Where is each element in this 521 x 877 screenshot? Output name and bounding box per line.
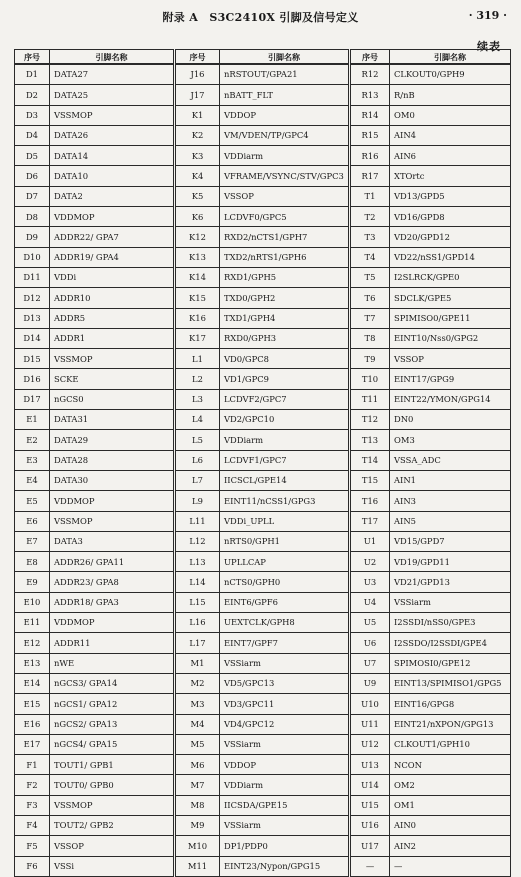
pin-name-cell: ADDR11 bbox=[50, 633, 175, 653]
table-row bbox=[15, 815, 511, 835]
pin-name-cell: EINT7/GPF7 bbox=[220, 633, 350, 653]
pin-number-cell: U15 bbox=[350, 795, 390, 815]
pin-number-cell: E14 bbox=[15, 673, 50, 693]
pin-name-cell: OM1 bbox=[390, 795, 511, 815]
pin-name-cell: VD13/GPD5 bbox=[390, 186, 511, 206]
pin-name-cell: VSSi bbox=[50, 856, 175, 876]
pin-number-cell: L13 bbox=[175, 552, 220, 572]
pin-number-cell: L1 bbox=[175, 349, 220, 369]
column-header-pin-name: 引脚名称 bbox=[220, 50, 350, 65]
pin-number-cell: E11 bbox=[15, 613, 50, 633]
table-row bbox=[15, 430, 511, 450]
pin-name-cell: IICSCL/GPE14 bbox=[220, 470, 350, 490]
table-row bbox=[15, 410, 511, 430]
pin-number-cell: T1 bbox=[350, 186, 390, 206]
table-row bbox=[15, 369, 511, 389]
pin-name-cell: VSSOP bbox=[220, 186, 350, 206]
pin-name-cell: DATA30 bbox=[50, 470, 175, 490]
table-row bbox=[15, 450, 511, 470]
pin-number-cell: D14 bbox=[15, 328, 50, 348]
pin-number-cell: F6 bbox=[15, 856, 50, 876]
pin-name-cell: EINT10/Nss0/GPG2 bbox=[390, 328, 511, 348]
pin-number-cell: L4 bbox=[175, 410, 220, 430]
pin-number-cell: R14 bbox=[350, 105, 390, 125]
pin-name-cell: AIN4 bbox=[390, 125, 511, 145]
pin-number-cell: L15 bbox=[175, 592, 220, 612]
pin-number-cell: E4 bbox=[15, 470, 50, 490]
pin-number-cell: D9 bbox=[15, 227, 50, 247]
pin-name-cell: VD15/GPD7 bbox=[390, 531, 511, 551]
pin-name-cell: VDDi bbox=[50, 267, 175, 287]
table-row bbox=[15, 349, 511, 369]
pin-name-cell: EINT23/Nypon/GPG15 bbox=[220, 856, 350, 876]
page-number: · 319 · bbox=[468, 9, 507, 22]
table-row bbox=[15, 328, 511, 348]
pin-name-cell: ADDR19/ GPA4 bbox=[50, 247, 175, 267]
pin-number-cell: T13 bbox=[350, 430, 390, 450]
pin-name-cell: VDDiarm bbox=[220, 775, 350, 795]
pin-number-cell: T3 bbox=[350, 227, 390, 247]
pin-name-cell: SPIMISO0/GPE11 bbox=[390, 308, 511, 328]
pin-name-cell: VDDMOP bbox=[50, 613, 175, 633]
pin-number-cell: L11 bbox=[175, 511, 220, 531]
pin-number-cell: D3 bbox=[15, 105, 50, 125]
pin-name-cell: VD0/GPC8 bbox=[220, 349, 350, 369]
pin-number-cell: D1 bbox=[15, 64, 50, 85]
pin-name-cell: nGCS2/ GPA13 bbox=[50, 714, 175, 734]
pin-name-cell: EINT17/GPG9 bbox=[390, 369, 511, 389]
pin-number-cell: E2 bbox=[15, 430, 50, 450]
pin-number-cell: D2 bbox=[15, 85, 50, 105]
pin-name-cell: NCON bbox=[390, 755, 511, 775]
pin-number-cell: L14 bbox=[175, 572, 220, 592]
table-body bbox=[15, 64, 511, 876]
table-row bbox=[15, 775, 511, 795]
pin-name-cell: DATA14 bbox=[50, 146, 175, 166]
pin-definition-table bbox=[14, 49, 511, 877]
pin-number-cell: U16 bbox=[350, 815, 390, 835]
pin-name-cell: DATA2 bbox=[50, 186, 175, 206]
pin-number-cell: J16 bbox=[175, 64, 220, 85]
pin-number-cell: K13 bbox=[175, 247, 220, 267]
pin-name-cell: ADDR18/ GPA3 bbox=[50, 592, 175, 612]
pin-name-cell: DATA26 bbox=[50, 125, 175, 145]
pin-number-cell: L12 bbox=[175, 531, 220, 551]
pin-number-cell: U14 bbox=[350, 775, 390, 795]
pin-number-cell: F5 bbox=[15, 836, 50, 856]
pin-name-cell: nRSTOUT/GPA21 bbox=[220, 64, 350, 85]
pin-number-cell: M9 bbox=[175, 815, 220, 835]
pin-number-cell: E17 bbox=[15, 734, 50, 754]
pin-name-cell: IICSDA/GPE15 bbox=[220, 795, 350, 815]
pin-name-cell: ADDR23/ GPA8 bbox=[50, 572, 175, 592]
pin-name-cell: VDDOP bbox=[220, 105, 350, 125]
running-header bbox=[0, 9, 521, 25]
pin-number-cell: E8 bbox=[15, 552, 50, 572]
pin-name-cell: VD19/GPD11 bbox=[390, 552, 511, 572]
table-row bbox=[15, 592, 511, 612]
pin-number-cell: T14 bbox=[350, 450, 390, 470]
pin-name-cell: VD2/GPC10 bbox=[220, 410, 350, 430]
pin-name-cell: VSSiarm bbox=[220, 653, 350, 673]
pin-number-cell: L7 bbox=[175, 470, 220, 490]
pin-name-cell: VSSOP bbox=[50, 836, 175, 856]
pin-number-cell: K15 bbox=[175, 288, 220, 308]
pin-name-cell: ADDR1 bbox=[50, 328, 175, 348]
pin-number-cell: U2 bbox=[350, 552, 390, 572]
pin-name-cell: VDDiarm bbox=[220, 430, 350, 450]
table-row bbox=[15, 247, 511, 267]
table-row bbox=[15, 389, 511, 409]
pin-name-cell: EINT6/GPF6 bbox=[220, 592, 350, 612]
table-row bbox=[15, 125, 511, 145]
pin-name-cell: VDDOP bbox=[220, 755, 350, 775]
pin-number-cell: M1 bbox=[175, 653, 220, 673]
pin-number-cell: D12 bbox=[15, 288, 50, 308]
pin-name-cell: VSSMOP bbox=[50, 511, 175, 531]
pin-name-cell: EINT13/SPIMISO1/GPG5 bbox=[390, 673, 511, 693]
pin-number-cell: D17 bbox=[15, 389, 50, 409]
pin-name-cell: VSSMOP bbox=[50, 105, 175, 125]
pin-name-cell: ADDR22/ GPA7 bbox=[50, 227, 175, 247]
continued-label: 续表 bbox=[477, 40, 501, 53]
pin-number-cell: D11 bbox=[15, 267, 50, 287]
pin-name-cell: VD20/GPD12 bbox=[390, 227, 511, 247]
pin-number-cell: U10 bbox=[350, 694, 390, 714]
pin-name-cell: VSSiarm bbox=[220, 815, 350, 835]
pin-name-cell: SCKE bbox=[50, 369, 175, 389]
pin-name-cell: CLKOUT0/GPH9 bbox=[390, 64, 511, 85]
pin-name-cell: AIN6 bbox=[390, 146, 511, 166]
pin-name-cell: UPLLCAP bbox=[220, 552, 350, 572]
pin-name-cell: nRTS0/GPH1 bbox=[220, 531, 350, 551]
pin-number-cell: T4 bbox=[350, 247, 390, 267]
table-row bbox=[15, 491, 511, 511]
table-row bbox=[15, 795, 511, 815]
pin-number-cell: M6 bbox=[175, 755, 220, 775]
table-header-row bbox=[15, 50, 511, 65]
pin-name-cell: TXD2/nRTS1/GPH6 bbox=[220, 247, 350, 267]
pin-number-cell: U4 bbox=[350, 592, 390, 612]
pin-name-cell: RXD1/GPH5 bbox=[220, 267, 350, 287]
pin-name-cell: DP1/PDP0 bbox=[220, 836, 350, 856]
pin-name-cell: nBATT_FLT bbox=[220, 85, 350, 105]
pin-name-cell: nCTS0/GPH0 bbox=[220, 572, 350, 592]
pin-name-cell: DATA25 bbox=[50, 85, 175, 105]
pin-name-cell: LCDVF1/GPC7 bbox=[220, 450, 350, 470]
pin-number-cell: T8 bbox=[350, 328, 390, 348]
pin-number-cell: U5 bbox=[350, 613, 390, 633]
table-row bbox=[15, 531, 511, 551]
pin-number-cell: T9 bbox=[350, 349, 390, 369]
pin-name-cell: SPIMOSI0/GPE12 bbox=[390, 653, 511, 673]
pin-number-cell: T17 bbox=[350, 511, 390, 531]
pin-name-cell: LCDVF2/GPC7 bbox=[220, 389, 350, 409]
pin-name-cell: VSSOP bbox=[390, 349, 511, 369]
pin-number-cell: M3 bbox=[175, 694, 220, 714]
pin-number-cell: U9 bbox=[350, 673, 390, 693]
pin-name-cell: RXD0/GPH3 bbox=[220, 328, 350, 348]
pin-name-cell: VSSiarm bbox=[220, 734, 350, 754]
table-row bbox=[15, 694, 511, 714]
pin-number-cell: T16 bbox=[350, 491, 390, 511]
pin-name-cell: nGCS1/ GPA12 bbox=[50, 694, 175, 714]
pin-name-cell: DATA3 bbox=[50, 531, 175, 551]
column-header-pin-name: 引脚名称 bbox=[390, 50, 511, 65]
pin-number-cell: E1 bbox=[15, 410, 50, 430]
pin-name-cell: TOUT1/ GPB1 bbox=[50, 755, 175, 775]
pin-number-cell: K14 bbox=[175, 267, 220, 287]
pin-number-cell: T6 bbox=[350, 288, 390, 308]
pin-number-cell: D8 bbox=[15, 207, 50, 227]
pin-name-cell: VD5/GPC13 bbox=[220, 673, 350, 693]
pin-number-cell: L9 bbox=[175, 491, 220, 511]
pin-name-cell: — bbox=[390, 856, 511, 876]
pin-number-cell: L5 bbox=[175, 430, 220, 450]
pin-number-cell: D13 bbox=[15, 308, 50, 328]
pin-number-cell: M2 bbox=[175, 673, 220, 693]
pin-number-cell: K2 bbox=[175, 125, 220, 145]
table-row bbox=[15, 511, 511, 531]
pin-number-cell: U13 bbox=[350, 755, 390, 775]
pin-number-cell: D7 bbox=[15, 186, 50, 206]
pin-number-cell: U12 bbox=[350, 734, 390, 754]
pin-name-cell: ADDR26/ GPA11 bbox=[50, 552, 175, 572]
pin-number-cell: R16 bbox=[350, 146, 390, 166]
pin-name-cell: VSSMOP bbox=[50, 795, 175, 815]
pin-name-cell: R/nB bbox=[390, 85, 511, 105]
table-row bbox=[15, 714, 511, 734]
pin-name-cell: VDDMOP bbox=[50, 491, 175, 511]
pin-number-cell: L2 bbox=[175, 369, 220, 389]
pin-number-cell: R17 bbox=[350, 166, 390, 186]
pin-name-cell: DATA10 bbox=[50, 166, 175, 186]
pin-number-cell: R15 bbox=[350, 125, 390, 145]
pin-name-cell: DATA31 bbox=[50, 410, 175, 430]
pin-number-cell: E6 bbox=[15, 511, 50, 531]
pin-number-cell: D15 bbox=[15, 349, 50, 369]
pin-number-cell: M5 bbox=[175, 734, 220, 754]
pin-number-cell: K6 bbox=[175, 207, 220, 227]
pin-number-cell: U17 bbox=[350, 836, 390, 856]
pin-name-cell: ADDR10 bbox=[50, 288, 175, 308]
pin-name-cell: AIN5 bbox=[390, 511, 511, 531]
pin-number-cell: K17 bbox=[175, 328, 220, 348]
pin-name-cell: SDCLK/GPE5 bbox=[390, 288, 511, 308]
pin-number-cell: M10 bbox=[175, 836, 220, 856]
pin-number-cell: U7 bbox=[350, 653, 390, 673]
pin-number-cell: F4 bbox=[15, 815, 50, 835]
pin-number-cell: F2 bbox=[15, 775, 50, 795]
table-row bbox=[15, 836, 511, 856]
pin-number-cell: F3 bbox=[15, 795, 50, 815]
pin-name-cell: DATA28 bbox=[50, 450, 175, 470]
pin-number-cell: E15 bbox=[15, 694, 50, 714]
pin-name-cell: VSSiarm bbox=[390, 592, 511, 612]
pin-number-cell: T15 bbox=[350, 470, 390, 490]
table-row bbox=[15, 186, 511, 206]
table-row bbox=[15, 166, 511, 186]
pin-number-cell: E12 bbox=[15, 633, 50, 653]
pin-number-cell: — bbox=[350, 856, 390, 876]
pin-name-cell: TOUT2/ GPB2 bbox=[50, 815, 175, 835]
table-row bbox=[15, 288, 511, 308]
pin-number-cell: J17 bbox=[175, 85, 220, 105]
pin-number-cell: D4 bbox=[15, 125, 50, 145]
pin-number-cell: R13 bbox=[350, 85, 390, 105]
pin-name-cell: AIN2 bbox=[390, 836, 511, 856]
pin-number-cell: T7 bbox=[350, 308, 390, 328]
pin-name-cell: VDDi_UPLL bbox=[220, 511, 350, 531]
table-row bbox=[15, 633, 511, 653]
pin-name-cell: I2SSDO/I2SSDI/GPE4 bbox=[390, 633, 511, 653]
column-header-pin-no: 序号 bbox=[175, 50, 220, 65]
pin-number-cell: U3 bbox=[350, 572, 390, 592]
pin-name-cell: nGCS0 bbox=[50, 389, 175, 409]
pin-name-cell: OM2 bbox=[390, 775, 511, 795]
pin-number-cell: M4 bbox=[175, 714, 220, 734]
pin-number-cell: U1 bbox=[350, 531, 390, 551]
pin-name-cell: AIN0 bbox=[390, 815, 511, 835]
pin-number-cell: L16 bbox=[175, 613, 220, 633]
column-header-pin-no: 序号 bbox=[350, 50, 390, 65]
pin-name-cell: ADDR5 bbox=[50, 308, 175, 328]
pin-name-cell: VDDiarm bbox=[220, 146, 350, 166]
pin-number-cell: K4 bbox=[175, 166, 220, 186]
pin-number-cell: U6 bbox=[350, 633, 390, 653]
pin-number-cell: E9 bbox=[15, 572, 50, 592]
pin-name-cell: EINT16/GPG8 bbox=[390, 694, 511, 714]
pin-name-cell: TXD0/GPH2 bbox=[220, 288, 350, 308]
pin-name-cell: DATA29 bbox=[50, 430, 175, 450]
pin-number-cell: F1 bbox=[15, 755, 50, 775]
pin-name-cell: I2SLRCK/GPE0 bbox=[390, 267, 511, 287]
pin-number-cell: U11 bbox=[350, 714, 390, 734]
pin-number-cell: E16 bbox=[15, 714, 50, 734]
pin-name-cell: nGCS4/ GPA15 bbox=[50, 734, 175, 754]
column-header-pin-name: 引脚名称 bbox=[50, 50, 175, 65]
table-row bbox=[15, 227, 511, 247]
pin-name-cell: VFRAME/VSYNC/STV/GPC3 bbox=[220, 166, 350, 186]
pin-number-cell: M8 bbox=[175, 795, 220, 815]
column-header-pin-no: 序号 bbox=[15, 50, 50, 65]
pin-name-cell: XTOrtc bbox=[390, 166, 511, 186]
pin-number-cell: E3 bbox=[15, 450, 50, 470]
pin-number-cell: T12 bbox=[350, 410, 390, 430]
pin-name-cell: TXD1/GPH4 bbox=[220, 308, 350, 328]
pin-number-cell: E10 bbox=[15, 592, 50, 612]
table-row bbox=[15, 755, 511, 775]
pin-name-cell: EINT22/YMON/GPG14 bbox=[390, 389, 511, 409]
pin-number-cell: L17 bbox=[175, 633, 220, 653]
table-row bbox=[15, 613, 511, 633]
table-row bbox=[15, 734, 511, 754]
pin-name-cell: VD3/GPC11 bbox=[220, 694, 350, 714]
pin-name-cell: RXD2/nCTS1/GPH7 bbox=[220, 227, 350, 247]
pin-number-cell: K1 bbox=[175, 105, 220, 125]
pin-name-cell: nGCS3/ GPA14 bbox=[50, 673, 175, 693]
pin-number-cell: E5 bbox=[15, 491, 50, 511]
pin-name-cell: VD4/GPC12 bbox=[220, 714, 350, 734]
pin-number-cell: L6 bbox=[175, 450, 220, 470]
table-row bbox=[15, 308, 511, 328]
table-row bbox=[15, 207, 511, 227]
pin-number-cell: R12 bbox=[350, 64, 390, 85]
pin-number-cell: K3 bbox=[175, 146, 220, 166]
pin-number-cell: D10 bbox=[15, 247, 50, 267]
table-row bbox=[15, 856, 511, 876]
pin-name-cell: TOUT0/ GPB0 bbox=[50, 775, 175, 795]
pin-number-cell: M11 bbox=[175, 856, 220, 876]
pin-name-cell: VD21/GPD13 bbox=[390, 572, 511, 592]
pin-number-cell: K5 bbox=[175, 186, 220, 206]
table-row bbox=[15, 572, 511, 592]
pin-name-cell: OM3 bbox=[390, 430, 511, 450]
pin-name-cell: VM/VDEN/TP/GPC4 bbox=[220, 125, 350, 145]
table-row bbox=[15, 470, 511, 490]
table-row bbox=[15, 653, 511, 673]
pin-number-cell: E7 bbox=[15, 531, 50, 551]
pin-number-cell: K12 bbox=[175, 227, 220, 247]
pin-number-cell: L3 bbox=[175, 389, 220, 409]
pin-name-cell: AIN3 bbox=[390, 491, 511, 511]
pin-number-cell: E13 bbox=[15, 653, 50, 673]
pin-name-cell: UEXTCLK/GPH8 bbox=[220, 613, 350, 633]
pin-name-cell: VD22/nSS1/GPD14 bbox=[390, 247, 511, 267]
pin-name-cell: VDDMOP bbox=[50, 207, 175, 227]
pin-name-cell: AIN1 bbox=[390, 470, 511, 490]
pin-name-cell: EINT11/nCSS1/GPG3 bbox=[220, 491, 350, 511]
pin-name-cell: I2SSDI/nSS0/GPE3 bbox=[390, 613, 511, 633]
pin-name-cell: CLKOUT1/GPH10 bbox=[390, 734, 511, 754]
pin-number-cell: T10 bbox=[350, 369, 390, 389]
pin-number-cell: D6 bbox=[15, 166, 50, 186]
pin-number-cell: M7 bbox=[175, 775, 220, 795]
pin-name-cell: LCDVF0/GPC5 bbox=[220, 207, 350, 227]
pin-number-cell: D5 bbox=[15, 146, 50, 166]
pin-name-cell: OM0 bbox=[390, 105, 511, 125]
pin-number-cell: T11 bbox=[350, 389, 390, 409]
table-row bbox=[15, 85, 511, 105]
pin-name-cell: VSSMOP bbox=[50, 349, 175, 369]
chapter-title: 附录 A S3C2410X 引脚及信号定义 bbox=[162, 11, 359, 24]
pin-number-cell: K16 bbox=[175, 308, 220, 328]
table-row bbox=[15, 267, 511, 287]
table-row bbox=[15, 673, 511, 693]
pin-name-cell: VSSA_ADC bbox=[390, 450, 511, 470]
pin-name-cell: VD16/GPD8 bbox=[390, 207, 511, 227]
pin-number-cell: T2 bbox=[350, 207, 390, 227]
table-row bbox=[15, 105, 511, 125]
pin-number-cell: T5 bbox=[350, 267, 390, 287]
table-row bbox=[15, 64, 511, 85]
table-row bbox=[15, 146, 511, 166]
pin-name-cell: nWE bbox=[50, 653, 175, 673]
pin-name-cell: VD1/GPC9 bbox=[220, 369, 350, 389]
pin-name-cell: DN0 bbox=[390, 410, 511, 430]
pin-name-cell: DATA27 bbox=[50, 64, 175, 85]
pin-name-cell: EINT21/nXPON/GPG13 bbox=[390, 714, 511, 734]
table-row bbox=[15, 552, 511, 572]
pin-number-cell: D16 bbox=[15, 369, 50, 389]
